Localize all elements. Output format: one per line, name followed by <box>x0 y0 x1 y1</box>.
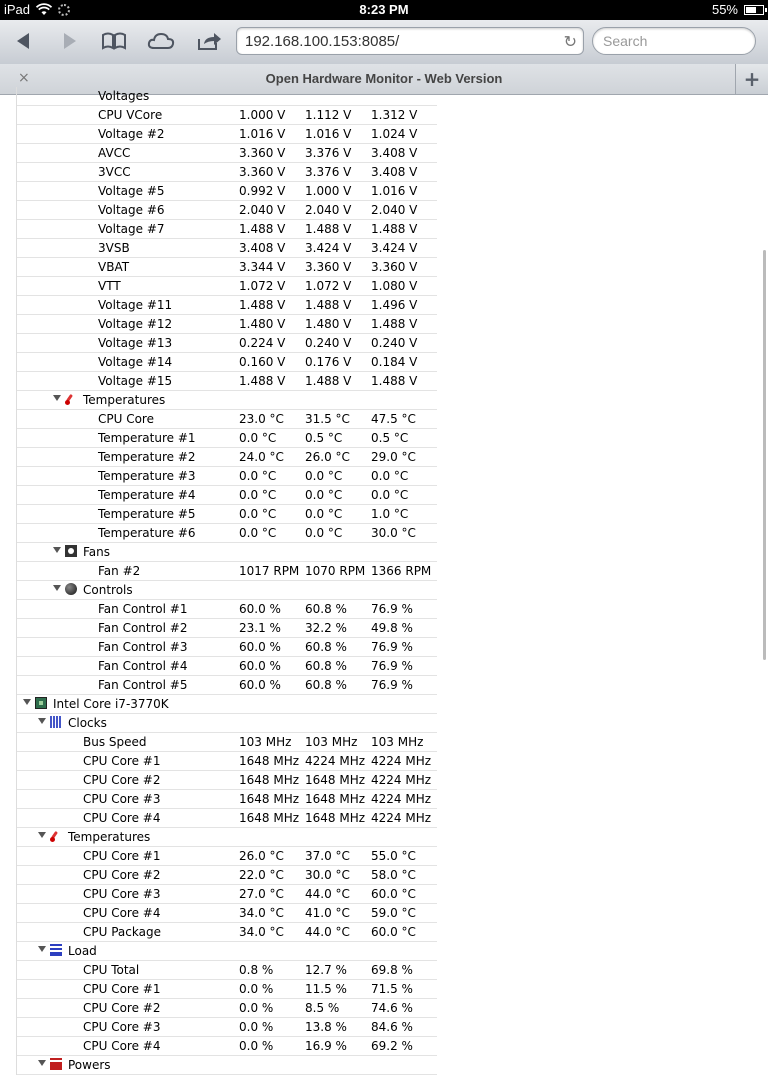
value-current: 31.5 °C <box>305 412 350 426</box>
value-min: 60.0 % <box>239 678 281 692</box>
value-current: 12.7 % <box>305 963 347 977</box>
row-label: Temperature #4 <box>98 488 196 502</box>
value-current: 1070 RPM <box>305 564 366 578</box>
book-icon <box>101 31 127 51</box>
value-max: 3.424 V <box>371 241 418 255</box>
row-label: Bus Speed <box>83 735 147 749</box>
value-max: 4224 MHz <box>371 754 432 768</box>
value-current: 26.0 °C <box>305 450 350 464</box>
expand-toggle-icon[interactable] <box>53 547 61 553</box>
value-min: 0.160 V <box>239 355 286 369</box>
value-current: 1.072 V <box>305 279 352 293</box>
expand-toggle-icon[interactable] <box>53 395 61 401</box>
row-label: CPU Core #1 <box>83 982 161 996</box>
value-min: 23.1 % <box>239 621 281 635</box>
cpu-chip-icon <box>35 697 47 709</box>
value-current: 0.0 °C <box>305 526 343 540</box>
expand-toggle-icon[interactable] <box>38 718 46 724</box>
value-max: 3.360 V <box>371 260 418 274</box>
value-min: 1648 MHz <box>239 811 300 825</box>
row-label: CPU VCore <box>98 108 163 122</box>
share-icon <box>196 31 222 51</box>
url-text: 192.168.100.153:8085/ <box>245 33 400 50</box>
row-label: CPU Core #3 <box>83 887 161 901</box>
row-label: Temperature #1 <box>98 431 196 445</box>
value-min: 1.488 V <box>239 298 286 312</box>
value-max: 30.0 °C <box>371 526 416 540</box>
battery-percent: 55% <box>711 2 738 17</box>
sensor-row <box>17 372 437 391</box>
sensor-row <box>17 999 437 1018</box>
value-max: 0.5 °C <box>371 431 409 445</box>
value-max: 69.2 % <box>371 1039 413 1053</box>
sensor-tree <box>16 87 437 1075</box>
value-min: 2.040 V <box>239 203 286 217</box>
sensor-row <box>17 201 437 220</box>
sensor-row <box>17 220 437 239</box>
tree-group-row[interactable] <box>17 942 437 961</box>
page-content <box>0 89 768 1072</box>
value-min: 1017 RPM <box>239 564 300 578</box>
value-max: 47.5 °C <box>371 412 416 426</box>
sensor-row <box>17 1018 437 1037</box>
row-label: Voltage #15 <box>98 374 173 388</box>
sensor-row <box>17 638 437 657</box>
value-max: 3.408 V <box>371 165 418 179</box>
value-max: 0.240 V <box>371 336 418 350</box>
row-label: Voltage #11 <box>98 298 173 312</box>
value-max: 0.0 °C <box>371 488 409 502</box>
sensor-row <box>17 258 437 277</box>
sensor-row <box>17 961 437 980</box>
row-label: CPU Core <box>98 412 154 426</box>
value-current: 2.040 V <box>305 203 352 217</box>
value-max: 58.0 °C <box>371 868 416 882</box>
value-max: 3.408 V <box>371 146 418 160</box>
row-label: Temperature #5 <box>98 507 196 521</box>
row-label: Powers <box>68 1058 111 1072</box>
expand-toggle-icon[interactable] <box>38 832 46 838</box>
value-current: 3.376 V <box>305 146 352 160</box>
value-max: 76.9 % <box>371 640 413 654</box>
value-min: 0.0 % <box>239 1020 274 1034</box>
sensor-row <box>17 600 437 619</box>
value-max: 1.488 V <box>371 317 418 331</box>
sensor-row <box>17 904 437 923</box>
row-label: Load <box>68 944 97 958</box>
value-current: 4224 MHz <box>305 754 366 768</box>
value-max: 2.040 V <box>371 203 418 217</box>
value-current: 3.360 V <box>305 260 352 274</box>
value-max: 1.0 °C <box>371 507 409 521</box>
value-min: 60.0 % <box>239 602 281 616</box>
value-min: 34.0 °C <box>239 925 284 939</box>
value-min: 60.0 % <box>239 640 281 654</box>
row-label: Fan Control #1 <box>98 602 188 616</box>
value-max: 71.5 % <box>371 982 413 996</box>
value-min: 0.0 % <box>239 982 274 996</box>
sensor-row <box>17 790 437 809</box>
row-label: Voltage #2 <box>98 127 165 141</box>
value-max: 4224 MHz <box>371 811 432 825</box>
bookmarks-button[interactable] <box>99 28 129 54</box>
sensor-row <box>17 182 437 201</box>
expand-toggle-icon[interactable] <box>38 1060 46 1066</box>
value-current: 0.0 °C <box>305 488 343 502</box>
value-max: 74.6 % <box>371 1001 413 1015</box>
value-current: 1648 MHz <box>305 811 366 825</box>
value-min: 1648 MHz <box>239 754 300 768</box>
value-min: 0.0 % <box>239 1039 274 1053</box>
value-current: 0.0 °C <box>305 469 343 483</box>
row-label: CPU Core #3 <box>83 792 161 806</box>
row-label: Fan Control #5 <box>98 678 188 692</box>
sensor-row <box>17 296 437 315</box>
row-label: Temperatures <box>83 393 166 407</box>
value-current: 1.488 V <box>305 222 352 236</box>
search-placeholder: Search <box>603 33 648 49</box>
value-max: 60.0 °C <box>371 925 416 939</box>
row-label: AVCC <box>98 146 131 160</box>
sensor-row <box>17 657 437 676</box>
tree-group-row[interactable] <box>17 714 437 733</box>
value-min: 34.0 °C <box>239 906 284 920</box>
value-current: 0.176 V <box>305 355 352 369</box>
value-min: 0.0 °C <box>239 526 277 540</box>
value-min: 0.992 V <box>239 184 286 198</box>
forward-button[interactable] <box>54 28 84 54</box>
value-current: 41.0 °C <box>305 906 350 920</box>
close-tab-icon[interactable]: × <box>18 70 30 86</box>
sensor-row <box>17 429 437 448</box>
value-max: 0.184 V <box>371 355 418 369</box>
row-label: Temperature #2 <box>98 450 196 464</box>
value-min: 23.0 °C <box>239 412 284 426</box>
clock-bars-icon <box>50 716 62 728</box>
sensor-row <box>17 144 437 163</box>
expand-toggle-icon[interactable] <box>23 699 31 705</box>
value-current: 3.376 V <box>305 165 352 179</box>
value-min: 0.0 °C <box>239 431 277 445</box>
row-label: Temperature #6 <box>98 526 196 540</box>
sensor-row <box>17 676 437 695</box>
value-current: 3.424 V <box>305 241 352 255</box>
fan-icon <box>65 545 77 557</box>
value-current: 60.8 % <box>305 640 347 654</box>
sensor-row <box>17 866 437 885</box>
row-label: Fan #2 <box>98 564 141 578</box>
value-current: 1648 MHz <box>305 773 366 787</box>
row-label: CPU Core #4 <box>83 1039 161 1053</box>
new-tab-button[interactable]: + <box>735 64 768 94</box>
value-min: 3.360 V <box>239 165 286 179</box>
icloud-tabs-button[interactable] <box>146 28 176 54</box>
sensor-row <box>17 315 437 334</box>
value-current: 13.8 % <box>305 1020 347 1034</box>
device-name: iPad <box>4 2 31 17</box>
sensor-row <box>17 448 437 467</box>
row-label: CPU Core #4 <box>83 811 161 825</box>
row-label: Clocks <box>68 716 107 730</box>
row-label: CPU Core #3 <box>83 1020 161 1034</box>
tree-group-row[interactable] <box>17 581 437 600</box>
value-min: 1.488 V <box>239 374 286 388</box>
value-current: 16.9 % <box>305 1039 347 1053</box>
row-label: Intel Core i7-3770K <box>53 697 169 711</box>
value-max: 1.488 V <box>371 222 418 236</box>
value-min: 3.360 V <box>239 146 286 160</box>
value-max: 84.6 % <box>371 1020 413 1034</box>
row-label: Fans <box>83 545 111 559</box>
value-current: 44.0 °C <box>305 925 350 939</box>
value-min: 3.344 V <box>239 260 286 274</box>
sensor-row <box>17 87 437 106</box>
tree-group-row[interactable] <box>17 543 437 562</box>
value-current: 1.480 V <box>305 317 352 331</box>
row-label: CPU Core #1 <box>83 849 161 863</box>
value-min: 0.224 V <box>239 336 286 350</box>
sensor-row <box>17 752 437 771</box>
value-current: 60.8 % <box>305 678 347 692</box>
sensor-row <box>17 410 437 429</box>
value-min: 0.0 °C <box>239 507 277 521</box>
row-label: CPU Total <box>83 963 140 977</box>
value-current: 1.488 V <box>305 298 352 312</box>
status-time: 8:23 PM <box>359 2 409 17</box>
sensor-row <box>17 524 437 543</box>
sensor-row <box>17 980 437 999</box>
power-bars-icon <box>50 1058 62 1070</box>
row-label: Voltage #13 <box>98 336 173 350</box>
value-max: 103 MHz <box>371 735 424 749</box>
value-min: 22.0 °C <box>239 868 284 882</box>
back-button[interactable] <box>9 28 39 54</box>
value-max: 4224 MHz <box>371 773 432 787</box>
value-current: 32.2 % <box>305 621 347 635</box>
value-max: 60.0 °C <box>371 887 416 901</box>
row-label: CPU Core #1 <box>83 754 161 768</box>
sensor-row <box>17 467 437 486</box>
sensor-row <box>17 334 437 353</box>
value-current: 1.000 V <box>305 184 352 198</box>
value-min: 0.0 °C <box>239 488 277 502</box>
value-current: 1648 MHz <box>305 792 366 806</box>
value-current: 60.8 % <box>305 602 347 616</box>
tree-group-row[interactable] <box>17 695 437 714</box>
value-min: 60.0 % <box>239 659 281 673</box>
row-label: CPU Core #2 <box>83 773 161 787</box>
search-field[interactable] <box>592 27 756 55</box>
value-current: 1.488 V <box>305 374 352 388</box>
value-current: 37.0 °C <box>305 849 350 863</box>
row-label: Fan Control #4 <box>98 659 188 673</box>
value-max: 76.9 % <box>371 678 413 692</box>
row-label: CPU Core #2 <box>83 868 161 882</box>
row-label: Fan Control #2 <box>98 621 188 635</box>
value-min: 0.8 % <box>239 963 274 977</box>
row-label: Voltage #5 <box>98 184 165 198</box>
value-min: 1.072 V <box>239 279 286 293</box>
value-current: 11.5 % <box>305 982 347 996</box>
row-label: Fan Control #3 <box>98 640 188 654</box>
value-max: 0.0 °C <box>371 469 409 483</box>
status-bar <box>0 0 768 20</box>
value-min: 26.0 °C <box>239 849 284 863</box>
row-label: CPU Core #2 <box>83 1001 161 1015</box>
value-min: 1.016 V <box>239 127 286 141</box>
sensor-row <box>17 505 437 524</box>
row-label: Voltage #7 <box>98 222 165 236</box>
sensor-row <box>17 562 437 581</box>
value-current: 1.016 V <box>305 127 352 141</box>
value-current: 0.5 °C <box>305 431 343 445</box>
value-min: 1.488 V <box>239 222 286 236</box>
row-label: Temperatures <box>68 830 151 844</box>
row-label: VBAT <box>98 260 130 274</box>
share-button[interactable] <box>194 28 224 54</box>
value-max: 1.016 V <box>371 184 418 198</box>
value-max: 1.080 V <box>371 279 418 293</box>
value-min: 24.0 °C <box>239 450 284 464</box>
value-max: 1.496 V <box>371 298 418 312</box>
value-max: 29.0 °C <box>371 450 416 464</box>
value-max: 76.9 % <box>371 659 413 673</box>
row-label: CPU Package <box>83 925 161 939</box>
row-label: Voltage #6 <box>98 203 165 217</box>
scrollbar[interactable] <box>763 250 766 660</box>
sensor-row <box>17 277 437 296</box>
sensor-row <box>17 809 437 828</box>
row-label: Voltage #14 <box>98 355 173 369</box>
battery-icon <box>744 5 764 15</box>
value-min: 1648 MHz <box>239 773 300 787</box>
address-bar[interactable] <box>236 27 584 55</box>
value-min: 1648 MHz <box>239 792 300 806</box>
sensor-row <box>17 733 437 752</box>
value-min: 27.0 °C <box>239 887 284 901</box>
value-min: 1.000 V <box>239 108 286 122</box>
tree-group-row[interactable] <box>17 1056 437 1075</box>
value-max: 1.488 V <box>371 374 418 388</box>
tree-group-row[interactable] <box>17 828 437 847</box>
sensor-row <box>17 885 437 904</box>
value-max: 4224 MHz <box>371 792 432 806</box>
tab-title[interactable]: Open Hardware Monitor - Web Version <box>265 71 503 86</box>
sensor-row <box>17 353 437 372</box>
value-current: 8.5 % <box>305 1001 340 1015</box>
row-label: Voltages <box>98 89 150 103</box>
row-label: Controls <box>83 583 133 597</box>
row-label: Temperature #3 <box>98 469 196 483</box>
forward-arrow-icon <box>59 31 79 51</box>
value-max: 55.0 °C <box>371 849 416 863</box>
value-current: 1.112 V <box>305 108 352 122</box>
row-label: CPU Core #4 <box>83 906 161 920</box>
value-max: 69.8 % <box>371 963 413 977</box>
sensor-row <box>17 163 437 182</box>
sensor-row <box>17 619 437 638</box>
control-knob-icon <box>65 583 77 595</box>
cloud-icon <box>147 31 175 51</box>
value-current: 30.0 °C <box>305 868 350 882</box>
sensor-row <box>17 125 437 144</box>
value-min: 0.0 % <box>239 1001 274 1015</box>
value-max: 59.0 °C <box>371 906 416 920</box>
sensor-row <box>17 771 437 790</box>
row-label: Voltage #12 <box>98 317 173 331</box>
value-max: 1.024 V <box>371 127 418 141</box>
sensor-row <box>17 847 437 866</box>
value-min: 3.408 V <box>239 241 286 255</box>
expand-toggle-icon[interactable] <box>38 946 46 952</box>
reload-icon[interactable]: ↻ <box>563 32 577 51</box>
row-label: 3VSB <box>98 241 130 255</box>
sensor-row <box>17 1037 437 1056</box>
back-arrow-icon <box>14 31 34 51</box>
row-label: VTT <box>98 279 121 293</box>
sensor-row <box>17 923 437 942</box>
thermometer-icon <box>65 393 77 405</box>
value-current: 103 MHz <box>305 735 358 749</box>
value-max: 49.8 % <box>371 621 413 635</box>
browser-toolbar <box>0 20 768 65</box>
sensor-row <box>17 106 437 125</box>
load-bars-icon <box>50 944 62 956</box>
value-max: 76.9 % <box>371 602 413 616</box>
value-current: 44.0 °C <box>305 887 350 901</box>
value-current: 0.240 V <box>305 336 352 350</box>
sensor-row <box>17 239 437 258</box>
value-min: 1.480 V <box>239 317 286 331</box>
expand-toggle-icon[interactable] <box>53 585 61 591</box>
value-max: 1.312 V <box>371 108 418 122</box>
value-current: 0.0 °C <box>305 507 343 521</box>
tree-group-row[interactable] <box>17 391 437 410</box>
value-max: 1366 RPM <box>371 564 432 578</box>
value-min: 103 MHz <box>239 735 292 749</box>
row-label: 3VCC <box>98 165 131 179</box>
thermometer-icon <box>50 830 62 842</box>
sensor-row <box>17 486 437 505</box>
value-current: 60.8 % <box>305 659 347 673</box>
value-min: 0.0 °C <box>239 469 277 483</box>
